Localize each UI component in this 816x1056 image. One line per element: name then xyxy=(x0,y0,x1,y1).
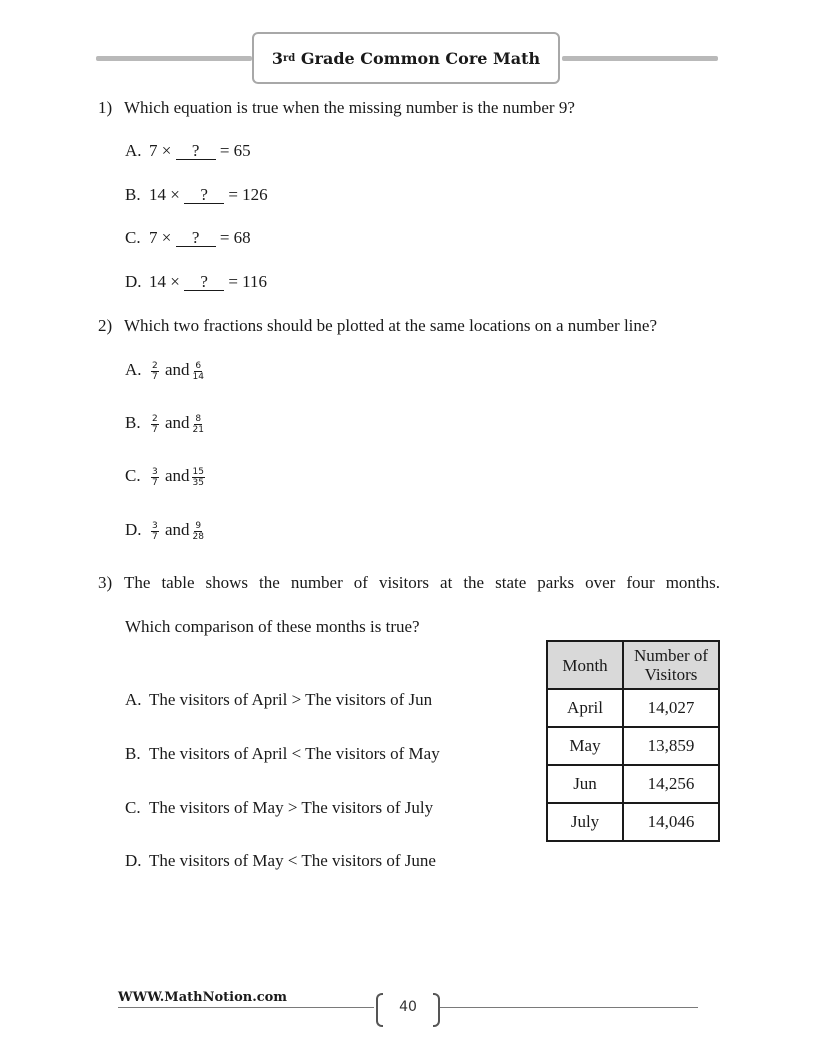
numerator: 2 xyxy=(152,360,158,371)
fraction xyxy=(192,521,205,542)
fraction xyxy=(151,361,159,382)
option-left: 7 × xyxy=(149,141,172,160)
option-letter: A. xyxy=(125,360,142,379)
visitors-table xyxy=(546,640,720,842)
option-text: The visitors of April > The visitors of Jun xyxy=(149,690,433,709)
denominator: 28 xyxy=(192,531,204,542)
option-letter: C. xyxy=(125,466,141,485)
option-letter: A. xyxy=(125,141,142,160)
fraction xyxy=(192,414,205,435)
q1-option-a xyxy=(125,141,251,161)
option-letter: B. xyxy=(125,744,141,763)
and-word: and xyxy=(164,413,190,432)
title-sup: rd xyxy=(283,52,296,64)
numerator: 15 xyxy=(192,466,204,477)
numerator: 9 xyxy=(195,520,202,531)
answer-blank: ? xyxy=(176,230,216,247)
denominator: 35 xyxy=(192,477,204,488)
question-2 xyxy=(98,316,657,336)
denominator: 7 xyxy=(152,424,158,435)
q2-option-d xyxy=(125,520,207,542)
table-header: Month xyxy=(547,641,623,689)
option-letter: C. xyxy=(125,228,141,247)
denominator: 14 xyxy=(192,371,204,382)
page-number: 40 xyxy=(399,999,417,1015)
q3-option-c xyxy=(125,798,433,818)
numerator: 2 xyxy=(152,413,158,424)
fraction xyxy=(192,467,205,488)
option-left: 7 × xyxy=(149,228,172,247)
q3-option-b xyxy=(125,744,440,764)
numerator: 3 xyxy=(152,466,158,477)
q2-option-b xyxy=(125,413,207,435)
footer-rule-left xyxy=(118,1007,374,1008)
question-text: Which two fractions should be plotted at the same locations on a number line? xyxy=(124,316,657,335)
numerator: 6 xyxy=(195,360,202,371)
question-text: The table shows the number of visitors at the state parks over four months. xyxy=(124,573,720,592)
fraction xyxy=(151,521,159,542)
table-cell: 14,256 xyxy=(623,765,719,803)
option-left: 14 × xyxy=(149,272,180,291)
option-letter: D. xyxy=(125,520,142,539)
right-bracket-icon xyxy=(433,993,440,1027)
answer-blank: ? xyxy=(176,143,216,160)
q3-option-d xyxy=(125,851,436,871)
header-rule-left xyxy=(96,56,252,61)
table-header-row xyxy=(547,641,719,689)
q1-option-b xyxy=(125,185,268,205)
option-letter: A. xyxy=(125,690,142,709)
footer-rule-right xyxy=(440,1007,698,1008)
title-rest: Grade Common Core Math xyxy=(295,48,541,68)
answer-blank: ? xyxy=(184,274,224,291)
table-cell: April xyxy=(547,689,623,727)
option-right: = 126 xyxy=(228,185,268,204)
fraction xyxy=(151,467,159,488)
q2-option-a xyxy=(125,360,207,382)
fraction xyxy=(151,414,159,435)
table-row xyxy=(547,689,719,727)
option-right: = 65 xyxy=(219,141,251,160)
table-row xyxy=(547,727,719,765)
table-row xyxy=(547,765,719,803)
question-3-subtext: Which comparison of these months is true? xyxy=(125,617,420,636)
denominator: 21 xyxy=(192,424,204,435)
option-text: The visitors of May < The visitors of June xyxy=(149,851,436,870)
option-left: 14 × xyxy=(149,185,180,204)
table-row xyxy=(547,803,719,841)
table-cell: 14,027 xyxy=(623,689,719,727)
q2-option-c xyxy=(125,466,207,488)
table-cell: Jun xyxy=(547,765,623,803)
fraction xyxy=(192,361,205,382)
option-letter: B. xyxy=(125,413,141,432)
numerator: 8 xyxy=(195,413,202,424)
page-number-box xyxy=(376,993,440,1027)
question-text: Which equation is true when the missing number is the number 9? xyxy=(124,98,575,117)
option-right: = 68 xyxy=(219,228,251,247)
footer-site: WWW.MathNotion.com xyxy=(118,990,288,1005)
page-title xyxy=(252,32,560,84)
question-number: 2) xyxy=(98,316,113,335)
denominator: 7 xyxy=(152,531,158,542)
table-cell: 14,046 xyxy=(623,803,719,841)
option-text: The visitors of April < The visitors of May xyxy=(149,744,440,763)
q1-option-c xyxy=(125,228,251,248)
option-right: = 116 xyxy=(228,272,268,291)
answer-blank: ? xyxy=(184,187,224,204)
title-prefix: 3 xyxy=(271,48,284,68)
option-letter: D. xyxy=(125,272,142,291)
option-text: The visitors of May > The visitors of July xyxy=(149,798,434,817)
numerator: 3 xyxy=(152,520,158,531)
header-rule-right xyxy=(562,56,718,61)
denominator: 7 xyxy=(152,371,158,382)
denominator: 7 xyxy=(152,477,158,488)
option-letter: D. xyxy=(125,851,142,870)
question-1 xyxy=(98,98,575,118)
table-cell: 13,859 xyxy=(623,727,719,765)
table-cell: July xyxy=(547,803,623,841)
question-3 xyxy=(98,573,720,593)
table-header: Number of Visitors xyxy=(623,641,719,689)
and-word: and xyxy=(164,466,190,485)
and-word: and xyxy=(164,520,190,539)
question-number: 1) xyxy=(98,98,113,117)
option-letter: C. xyxy=(125,798,141,817)
table-cell: May xyxy=(547,727,623,765)
question-number: 3) xyxy=(98,573,113,592)
and-word: and xyxy=(164,360,190,379)
left-bracket-icon xyxy=(376,993,383,1027)
option-letter: B. xyxy=(125,185,141,204)
q3-option-a xyxy=(125,690,432,710)
q1-option-d xyxy=(125,272,267,292)
